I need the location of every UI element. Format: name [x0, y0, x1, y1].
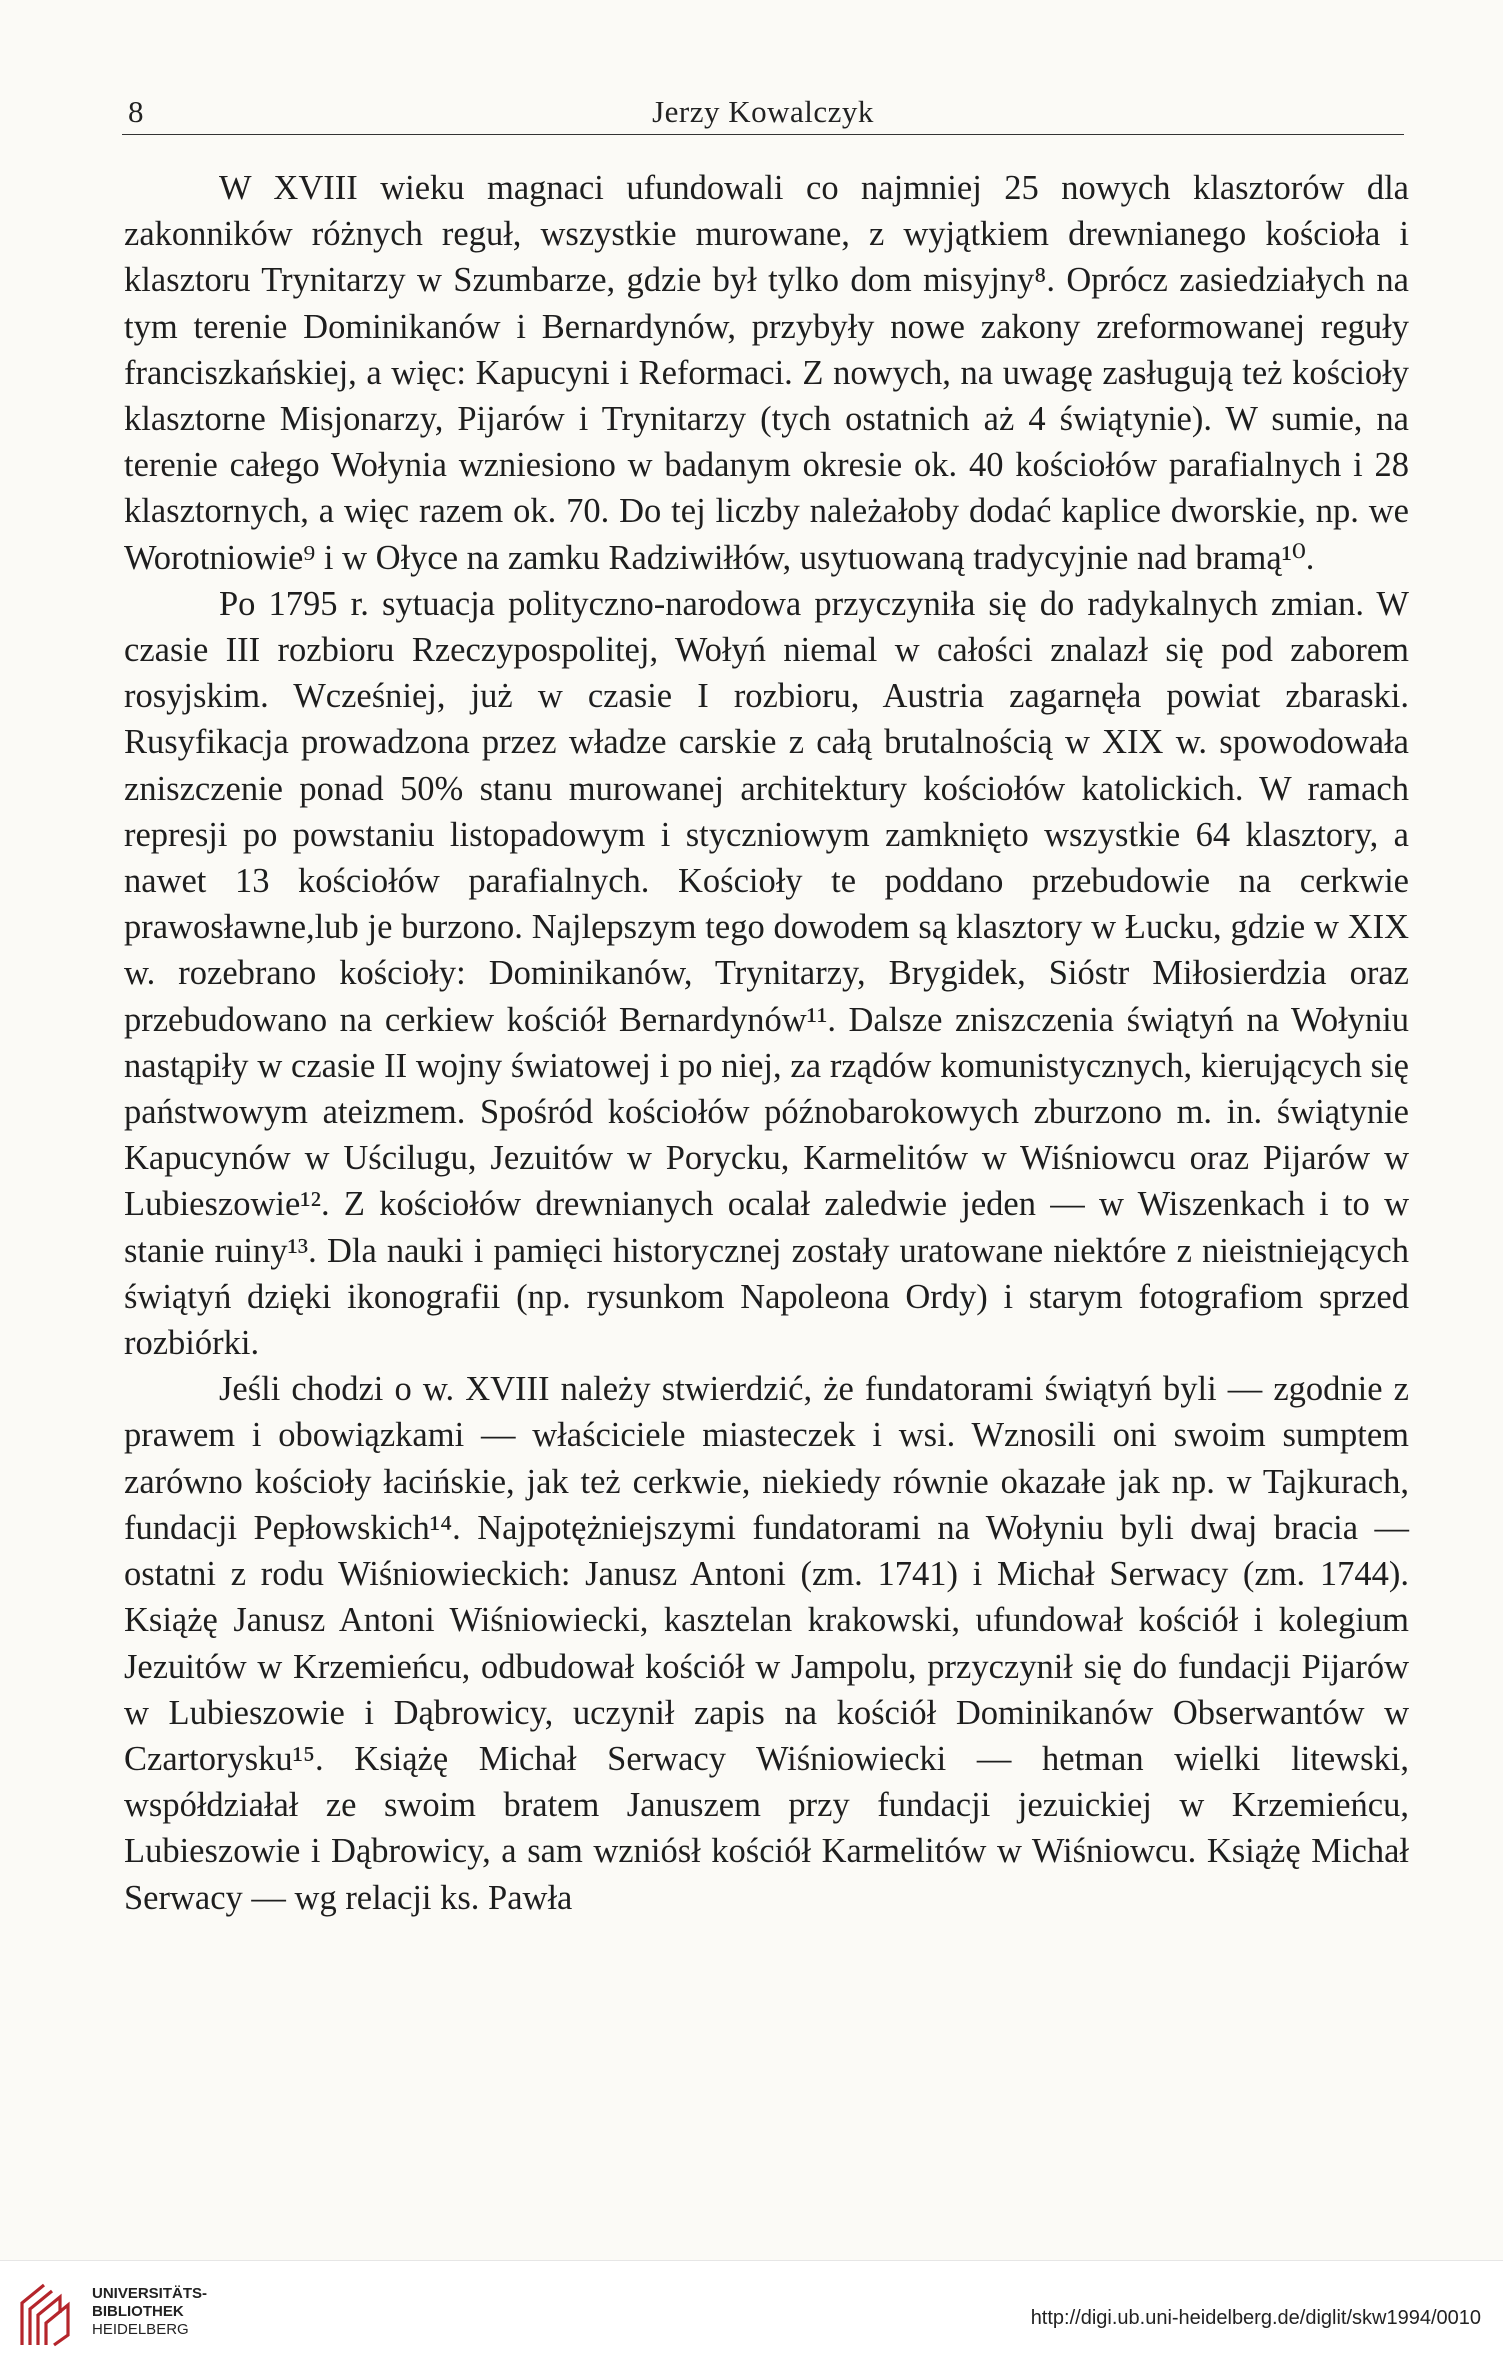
library-name-line1: UNIVERSITÄTS-	[92, 2285, 208, 2302]
paragraph-2: Po 1795 r. sytuacja polityczno-narodowa przyczyniła się do radykalnych zmian. W czasie III rozbioru Rzeczypospolitej, Wołyń niemal w całości znalazł się pod zaborem rosyjskim. Wcześniej, już w czasie I rozbioru, Austria zagarnęła powiat zbaraski. Rusyfikacja prowadzona przez władze carskie z całą brutalnością w XIX w. spowodowała zniszczenie ponad 50% stanu murowanej architektury kościołów katolickich. W ramach represji po powstaniu listopadowym i styczniowym zamknięto wszystkie 64 klasztory, a nawet 13 kościołów parafialnych. Kościoły te poddano przebudowie na cerkwie prawosławne,lub je burzono. Najlepszym tego dowodem są klasztory w Łucku, gdzie w XIX w. rozebrano kościoły: Dominikanów, Trynitarzy, Brygidek, Sióstr Miłosierdzia oraz przebudowano na cerkiew kościół Bernardynów¹¹. Dalsze zniszczenia świątyń na Wołyniu nastąpiły w czasie II wojny światowej i po niej, za rządów komunistycznych, kierujących się państwowym ateizmem. Spośród kościołów późnobarokowych zburzono m. in. świątynie Kapucynów w Uścilugu, Jezuitów w Porycku, Karmelitów w Wiśniowcu oraz Pijarów w Lubieszowie¹². Z kościołów drewnianych ocalał zaledwie jeden — w Wiszenkach i to w stanie ruiny¹³. Dla nauki i pamięci historycznej zostały uratowane niektóre z nieistniejących świątyń dzięki ikonografii (np. rysunkom Napoleona Ordy) i starym fotografiom sprzed rozbiórki.	[124, 584, 1409, 1363]
viewer-footer	[0, 2260, 1503, 2369]
source-url-link[interactable]: http://digi.ub.uni-heidelberg.de/diglit/skw1994/0010	[1030, 2307, 1481, 2329]
paragraph-1: W XVIII wieku magnaci ufundowali co najmniej 25 nowych klasztorów dla zakonników różnych reguł, wszystkie murowane, z wyjątkiem drewnianego kościoła i klasztoru Trynitarzy w Szumbarze, gdzie był tylko dom misyjny⁸. Oprócz zasiedziałych na tym terenie Dominikanów i Bernardynów, przybyły nowe zakony zreformowanej reguły franciszkańskiej, a więc: Kapucyni i Reformaci. Z nowych, na uwagę zasługują też kościoły klasztorne Misjonarzy, Pijarów i Trynitarzy (tych ostatnich aż 4 świątynie). W sumie, na terenie całego Wołynia wzniesiono w badanym okresie ok. 40 kościołów parafialnych i 28 klasztornych, a więc razem ok. 70. Do tej liczby należałoby dodać kaplice dworskie, np. we Worotniowie⁹ i w Ołyce na zamku Radziwiłłów, usytuowaną tradycyjnie nad bramą¹⁰.	[124, 169, 1409, 577]
page-number: 8	[128, 94, 144, 129]
library-name-line2: BIBLIOTHEK	[92, 2303, 184, 2320]
library-name	[92, 2285, 207, 2339]
library-name-line3: HEIDELBERG	[92, 2321, 189, 2338]
body-text	[124, 165, 1409, 1921]
running-head	[122, 88, 1404, 135]
paragraph-3: Jeśli chodzi o w. XVIII należy stwierdzić, że fundatorami świątyń byli — zgodnie z prawem i obowiązkami — właściciele miasteczek i wsi. Wznosili oni swoim sumptem zarówno kościoły łacińskie, jak też cerkwie, niekiedy równie okazałe jak np. w Tajkurach, fundacji Pepłowskich¹⁴. Najpotężniejszymi fundatorami na Wołyniu byli dwaj bracia — ostatni z rodu Wiśniowieckich: Janusz Antoni (zm. 1741) i Michał Serwacy (zm. 1744). Książę Janusz Antoni Wiśniowiecki, kasztelan krakowski, ufundował kościół i kolegium Jezuitów w Krzemieńcu, odbudował kościół w Jampolu, przyczynił się do fundacji Pijarów w Lubieszowie i Dąbrowicy, uczynił zapis na kościół Dominikanów Obserwantów w Czartorysku¹⁵. Książę Michał Serwacy Wiśniowiecki — hetman wielki litewski, współdziałał ze swoim bratem Januszem przy fundacji jezuickiej w Krzemieńcu, Lubieszowie i Dąbrowicy, a sam wzniósł kościół Karmelitów w Wiśniowcu. Książę Michał Serwacy — wg relacji ks. Pawła	[124, 1370, 1409, 1917]
running-head-author: Jerzy Kowalczyk	[652, 94, 874, 129]
heidelberg-library-logo-icon	[14, 2273, 76, 2353]
